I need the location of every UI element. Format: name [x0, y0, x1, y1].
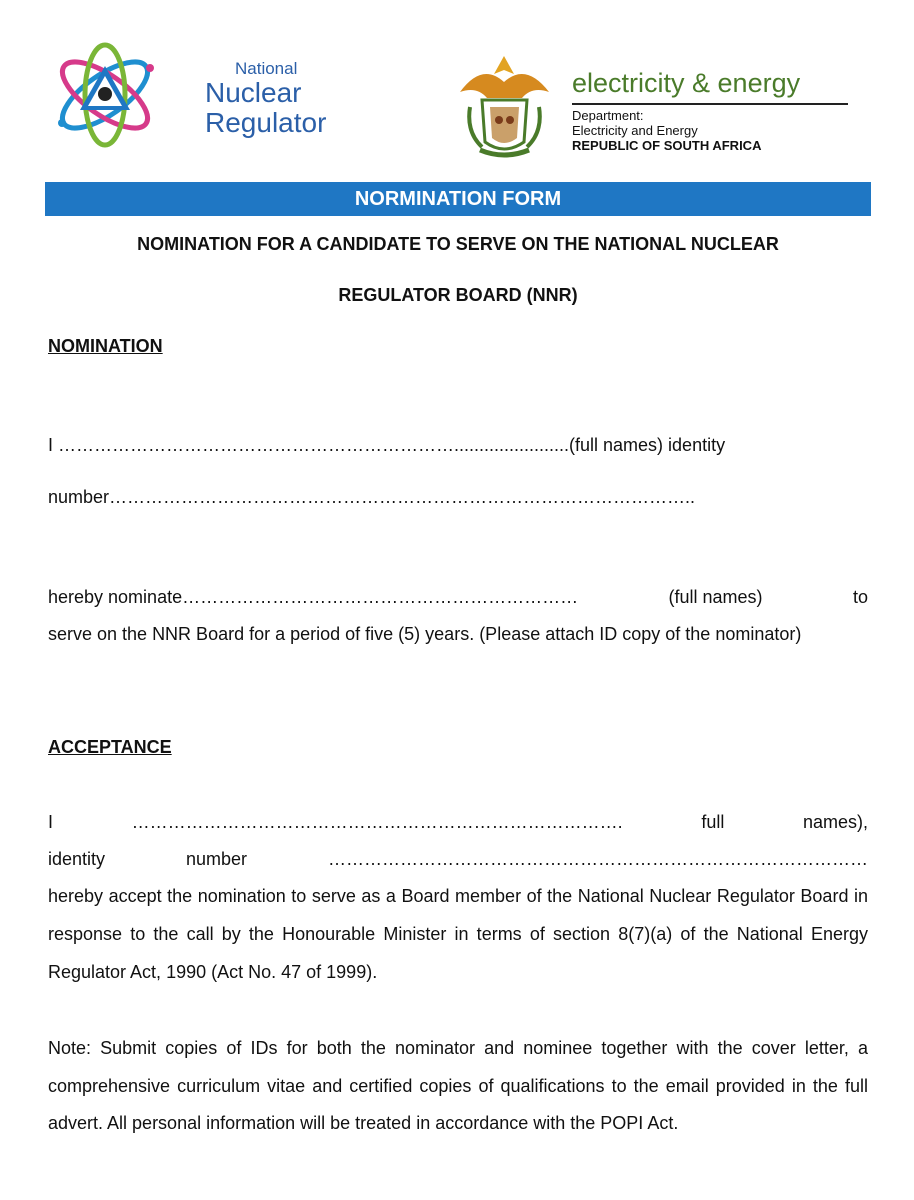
department-label: Department:	[572, 108, 644, 123]
nnr-logo-line3: Regulator	[205, 107, 327, 138]
nnr-logo-line1: National	[235, 59, 298, 78]
acceptance-full-label: full	[701, 812, 725, 832]
department-logo	[572, 70, 848, 154]
department-name: Electricity and Energy	[572, 122, 698, 138]
nominee-name-field[interactable]: hereby nominate…………………………………………………………	[48, 587, 579, 607]
nomination-paragraph: serve on the NNR Board for a period of five (5) years. (Please attach ID copy of the nominator)	[48, 624, 802, 644]
acceptance-heading: ACCEPTANCE	[48, 737, 172, 757]
acceptance-identity-label: identity	[48, 849, 106, 869]
nominator-name-field[interactable]: I ………………………………………………………….......................(full names) identity	[48, 435, 726, 455]
nominee-name-row	[48, 587, 868, 608]
note-paragraph: Note: Submit copies of IDs for both the nominator and nominee together with the cover letter, a comprehensive curriculum vitae and certified copies of qualifications to the email provided in the full advert. All personal information will be treated in accordance with the POPI Act.	[48, 1038, 868, 1133]
form-title-line2: REGULATOR BOARD (NNR)	[338, 285, 578, 305]
acceptance-id-row	[48, 849, 868, 870]
nnr-atom-logo	[50, 38, 160, 153]
acceptance-i-label: I	[48, 812, 54, 832]
nominee-fullnames-label: (full names)	[668, 587, 763, 607]
brand-underline	[572, 103, 848, 105]
acceptance-number-label: number	[186, 849, 248, 869]
nnr-logo-text	[205, 60, 326, 137]
form-banner: NORMINATION FORM	[45, 182, 871, 216]
form-title-line1: NOMINATION FOR A CANDIDATE TO SERVE ON THE NATIONAL NUCLEAR	[137, 234, 779, 254]
nominator-id-field[interactable]: number……………………………………………………………………………………..	[48, 487, 696, 507]
nnr-logo-line2: Nuclear	[205, 77, 302, 108]
nomination-heading: NOMINATION	[48, 336, 163, 356]
acceptance-name-field[interactable]: ……………………………………………………………………….	[131, 812, 623, 832]
acceptance-paragraph: hereby accept the nomination to serve as a Board member of the National Nuclear Regulator Board in response to the call by the Honourable Minister in terms of section 8(7)(a) of the National Energy Regulator Act, 1990 (Act No. 47 of 1999).	[48, 886, 868, 982]
acceptance-names-label: names),	[802, 812, 868, 832]
acceptance-id-field[interactable]: ………………………………………………………………………………	[327, 849, 868, 869]
country-name: REPUBLIC OF SOUTH AFRICA	[572, 137, 762, 153]
nominee-to-label: to	[852, 587, 868, 607]
acceptance-name-row	[48, 812, 868, 833]
department-brand: electricity & energy	[572, 68, 801, 98]
coat-of-arms-icon	[452, 52, 557, 160]
